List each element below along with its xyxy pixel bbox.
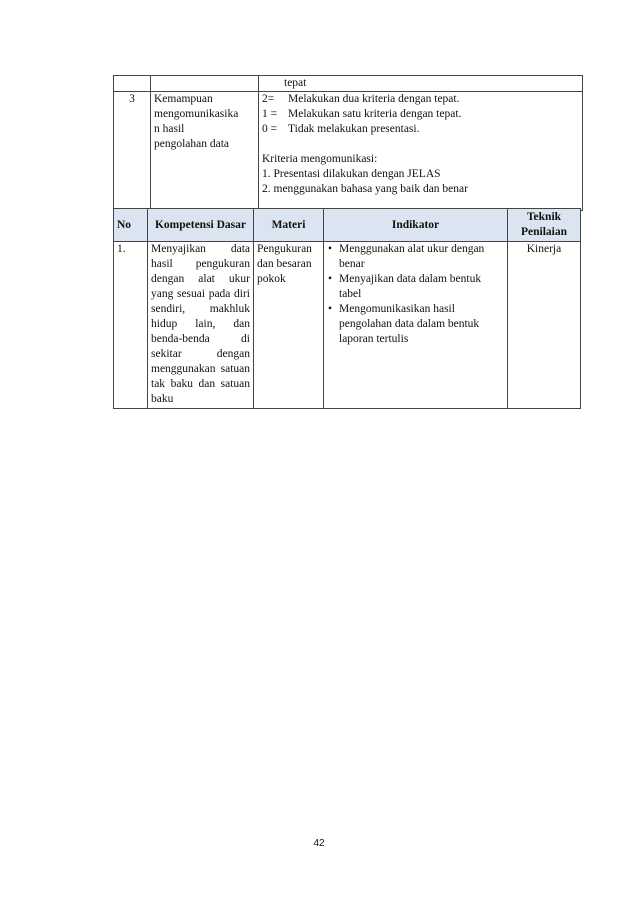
rubric-row — [114, 92, 583, 211]
row-materi: Pengukuran dan besaran pokok — [254, 242, 324, 409]
rubric-aspect-line: n hasil — [154, 123, 185, 135]
rubric-aspect — [151, 92, 259, 211]
indikator-item: • Menyajikan data dalam bentuk tabel — [328, 273, 482, 300]
row-kompetensi-dasar: Menyajikan data hasil pengukuran dengan alat ukur yang sesuai pada diri sendiri, makhluk hidup lain, dan benda-benda di sekitar dengan menggunakan satuan tak baku dan satuan baku — [148, 242, 254, 409]
bullet-icon: • — [328, 273, 333, 285]
criteria-note-title: Kriteria mengomunikasi: — [262, 153, 378, 165]
header-no: No — [114, 209, 148, 242]
rubric-aspect-line: mengomunikasika — [154, 108, 239, 120]
indikator-item: • Mengomunikasikan hasil pengolahan data dalam bentuk laporan tertulis — [328, 303, 480, 345]
criterion-text: Melakukan satu kriteria dengan tepat. — [288, 108, 462, 120]
criterion-score: 1 = — [262, 108, 278, 120]
criteria-note-item: 2. menggunakan bahasa yang baik dan benar — [262, 183, 468, 195]
competency-row — [114, 242, 581, 409]
bullet-icon: • — [328, 243, 333, 255]
bullet-icon: • — [328, 303, 333, 315]
rubric-table — [113, 75, 583, 211]
criteria-note-item: 1. Presentasi dilakukan dengan JELAS — [262, 168, 441, 180]
rubric-continuation-row — [114, 76, 583, 92]
criterion — [262, 122, 579, 137]
criterion-text: Melakukan dua kriteria dengan tepat. — [288, 93, 460, 105]
row-no: 1. — [114, 242, 148, 409]
rubric-number: 3 — [114, 92, 151, 211]
competency-header-row — [114, 209, 581, 242]
rubric-criteria — [259, 92, 583, 211]
criterion — [262, 92, 579, 107]
criterion-text: Tidak melakukan presentasi. — [288, 123, 420, 135]
indikator-item: • Menggunakan alat ukur dengan benar — [328, 243, 485, 270]
row-indikator — [324, 242, 508, 409]
header-materi: Materi — [254, 209, 324, 242]
criterion-score: 0 = — [262, 123, 278, 135]
rubric-aspect-line: pengolahan data — [154, 138, 230, 150]
page-number: 42 — [313, 838, 325, 849]
criterion — [262, 107, 579, 122]
header-teknik-penilaian: Teknik Penilaian — [508, 209, 581, 242]
rubric-aspect-line: Kemampuan — [154, 93, 213, 105]
rubric-continuation-text: tepat — [284, 77, 307, 89]
competency-table — [113, 208, 581, 409]
row-teknik-penilaian: Kinerja — [508, 242, 581, 409]
header-indikator: Indikator — [324, 209, 508, 242]
header-kompetensi-dasar: Kompetensi Dasar — [148, 209, 254, 242]
criterion-score: 2= — [262, 93, 275, 105]
